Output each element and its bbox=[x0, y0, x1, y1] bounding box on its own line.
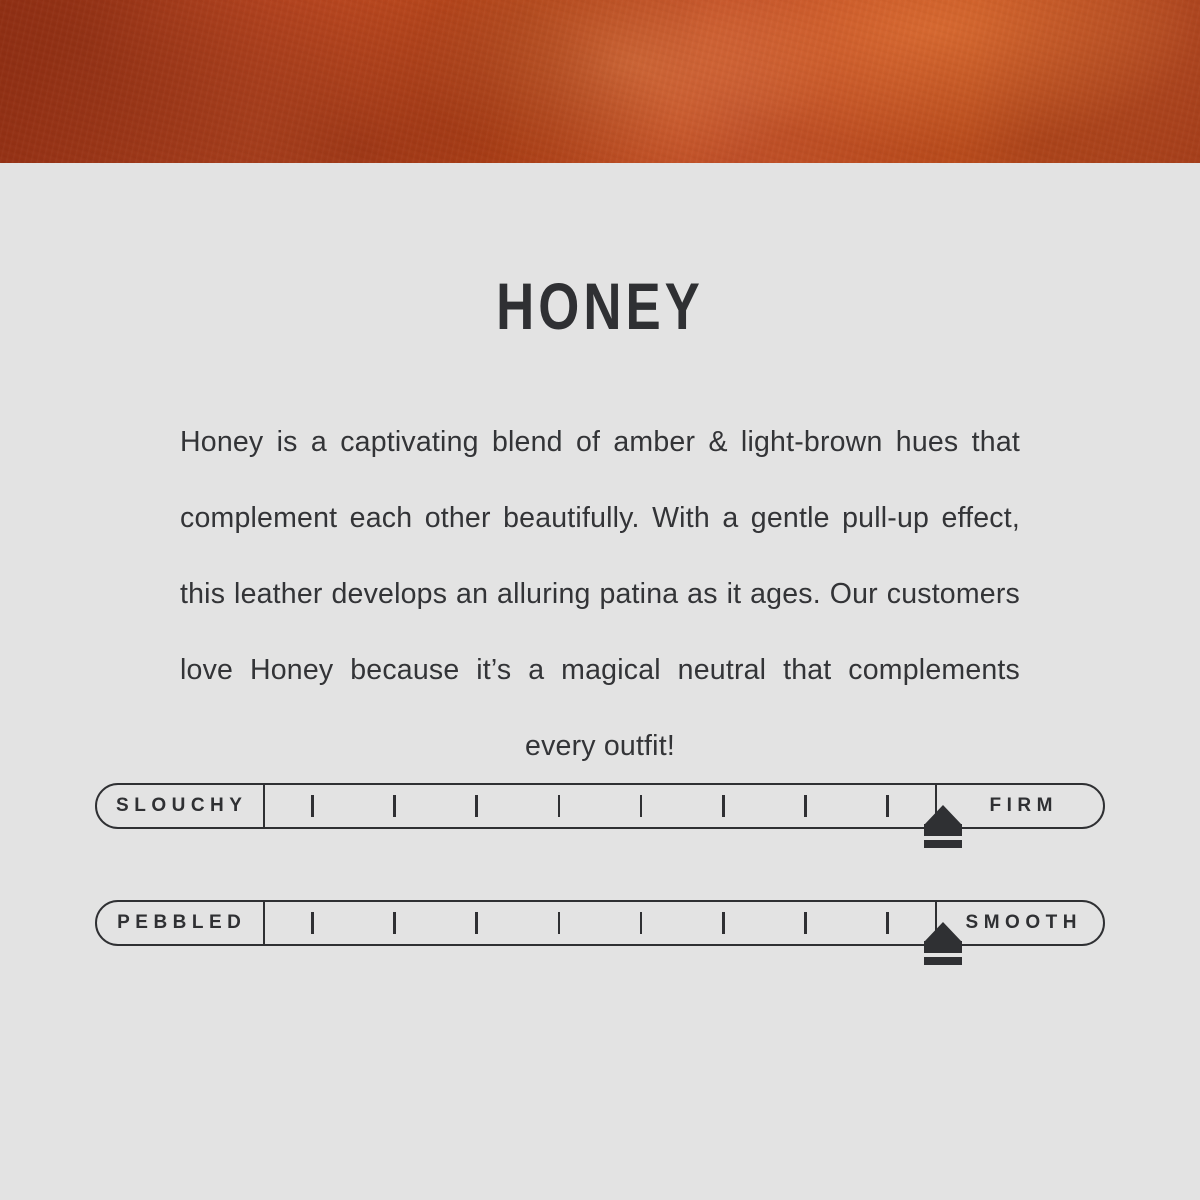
slider-ticks bbox=[265, 900, 935, 946]
tick-mark bbox=[311, 912, 314, 934]
slider-value-marker[interactable] bbox=[922, 805, 964, 851]
marker-body bbox=[924, 824, 962, 836]
slider-left-label: PEBBLED bbox=[95, 900, 265, 946]
slider-left-label: SLOUCHY bbox=[95, 783, 265, 829]
tick-mark bbox=[475, 912, 478, 934]
tick-mark bbox=[393, 912, 396, 934]
tick-mark bbox=[475, 795, 478, 817]
content-area bbox=[0, 268, 1200, 784]
marker-body bbox=[924, 941, 962, 953]
tick-mark bbox=[640, 912, 643, 934]
tick-mark bbox=[722, 795, 725, 817]
marker-foot bbox=[924, 957, 962, 965]
slider-texture[interactable] bbox=[95, 900, 1105, 946]
tick-mark bbox=[886, 912, 889, 934]
tick-mark bbox=[886, 795, 889, 817]
swatch-grain-layer bbox=[0, 0, 1200, 163]
tick-mark bbox=[640, 795, 643, 817]
honey-leather-swatch-image bbox=[0, 0, 1200, 163]
attribute-sliders bbox=[0, 783, 1200, 946]
slider-value-marker[interactable] bbox=[922, 922, 964, 968]
marker-point-icon bbox=[924, 805, 962, 825]
slider-ticks bbox=[265, 783, 935, 829]
tick-mark bbox=[804, 912, 807, 934]
slider-structure[interactable] bbox=[95, 783, 1105, 829]
color-description: Honey is a captivating blend of amber & light-brown hues that complement each other beautifully. With a gentle pull-up effect, this leather develops an alluring patina as it ages. Our customers love Honey because it’s a magical neutral that complements every outfit! bbox=[180, 426, 1020, 762]
tick-mark bbox=[558, 912, 561, 934]
tick-mark bbox=[804, 795, 807, 817]
tick-mark bbox=[558, 795, 561, 817]
marker-point-icon bbox=[924, 922, 962, 942]
marker-foot bbox=[924, 840, 962, 848]
page-title: HONEY bbox=[496, 269, 704, 343]
slider-right-label: SMOOTH bbox=[935, 900, 1105, 946]
tick-mark bbox=[393, 795, 396, 817]
slider-right-label: FIRM bbox=[935, 783, 1105, 829]
tick-mark bbox=[311, 795, 314, 817]
tick-mark bbox=[722, 912, 725, 934]
